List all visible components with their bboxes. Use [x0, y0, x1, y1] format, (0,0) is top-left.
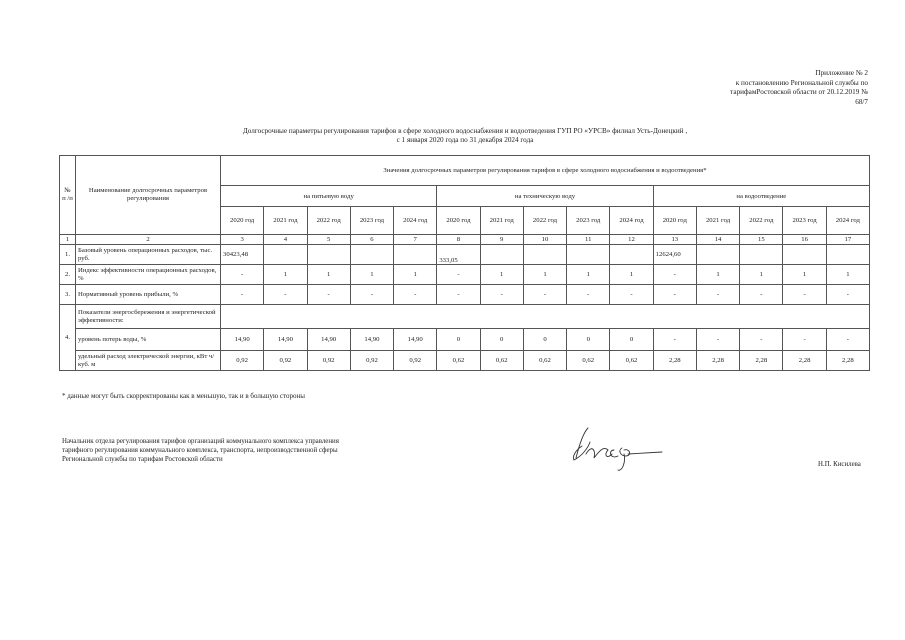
table-cell: 1 [567, 265, 610, 285]
table-cell: 0 [567, 329, 610, 351]
table-cell: - [783, 329, 826, 351]
table-cell: 1 [696, 265, 739, 285]
table-cell: - [307, 285, 350, 305]
table-cell: - [740, 285, 783, 305]
table-row [60, 285, 870, 305]
table-cell: 1 [523, 265, 566, 285]
table-cell [350, 245, 393, 265]
table-cell: 2021 год [696, 207, 739, 235]
table-cell: 14,90 [350, 329, 393, 351]
table-cell: 1 [350, 265, 393, 285]
table-cell: - [653, 285, 696, 305]
table-cell: 2024 год [826, 207, 869, 235]
table-cell: - [437, 265, 480, 285]
table-cell: 1 [394, 265, 437, 285]
document-title [60, 127, 870, 145]
table-cell: 2022 год [523, 207, 566, 235]
table-cell: 0,62 [437, 351, 480, 371]
row-num: 1. [60, 245, 76, 265]
table-cell: 13 [653, 235, 696, 245]
table-cell: 2023 год [783, 207, 826, 235]
table-cell: - [350, 285, 393, 305]
table-cell: 12624,60 [653, 245, 696, 265]
table-cell: - [221, 265, 264, 285]
table-cell: 0,92 [307, 351, 350, 371]
table-cell: 14,90 [264, 329, 307, 351]
table-cell: - [394, 285, 437, 305]
table-cell: 2021 год [480, 207, 523, 235]
table-cell [740, 245, 783, 265]
table-cell: 2022 год [740, 207, 783, 235]
table-cell: 2020 год [437, 207, 480, 235]
table-cell: 30423,48 [221, 245, 264, 265]
table-cell: 14 [696, 235, 739, 245]
table-row [60, 305, 870, 329]
table-cell: 7 [394, 235, 437, 245]
table-header-row-1 [60, 156, 870, 186]
table-cell: - [523, 285, 566, 305]
table-cell: - [696, 285, 739, 305]
table-cell: - [696, 329, 739, 351]
table-cell [264, 245, 307, 265]
table-cell: - [480, 285, 523, 305]
table-cell [394, 245, 437, 265]
subgroup-technical-water: на техническую воду [437, 186, 653, 207]
table-cell: 2020 год [221, 207, 264, 235]
row-name: Базовый уровень операционных расходов, тыс. руб. [76, 245, 221, 265]
table-cell: 0 [610, 329, 653, 351]
parameters-table [59, 155, 870, 371]
table-cell [480, 245, 523, 265]
table-cell: - [826, 329, 869, 351]
table-cell: 2,28 [783, 351, 826, 371]
table-cell: 1 [783, 265, 826, 285]
table-cell: 0,92 [221, 351, 264, 371]
table-cell: 1 [740, 265, 783, 285]
handwritten-signature-icon [562, 420, 672, 480]
position-line-3: Региональной службы по тарифам Ростовской области [62, 455, 223, 463]
table-cell [307, 245, 350, 265]
table-cell: 2,28 [826, 351, 869, 371]
table-cell: 0,62 [610, 351, 653, 371]
table-cell: 14,90 [394, 329, 437, 351]
table-cell: 1 [60, 235, 76, 245]
appendix-line-3: тарифамРостовской области от 20.12.2019 № [730, 88, 868, 96]
table-cell: 333,05 [437, 245, 480, 265]
table-cell: 15 [740, 235, 783, 245]
table-cell: 17 [826, 235, 869, 245]
subgroup-drinking-water: на питьевую воду [221, 186, 437, 207]
row-num: 4. [60, 305, 76, 371]
table-cell: - [567, 285, 610, 305]
table-cell: 11 [567, 235, 610, 245]
table-cell: 2024 год [394, 207, 437, 235]
table-cell: - [264, 285, 307, 305]
row-name: удельный расход электрической энергии, кВт ч/куб. м [76, 351, 221, 371]
table-cell: 0 [480, 329, 523, 351]
row-name: Показатели энергосбережения и энергетической эффективности: [76, 305, 221, 329]
table-cell: 0 [523, 329, 566, 351]
subgroup-wastewater: на водоотведение [653, 186, 869, 207]
appendix-line-1: Приложение № 2 [815, 69, 868, 77]
table-cell: 0,92 [264, 351, 307, 371]
table-index-row [60, 235, 870, 245]
position-line-1: Начальник отдела регулирования тарифов организаций коммунального комплекса управления [62, 438, 339, 445]
row-num: 2. [60, 265, 76, 285]
table-cell: 2020 год [653, 207, 696, 235]
row-name: уровень потерь воды, % [76, 329, 221, 351]
table-cell: 12 [610, 235, 653, 245]
footnote: * данные могут быть скорректированы как в меньшую, так и в большую стороны [62, 392, 305, 400]
table-cell: 0,92 [394, 351, 437, 371]
table-cell: 0,62 [567, 351, 610, 371]
table-cell: 10 [523, 235, 566, 245]
table-cell: 9 [480, 235, 523, 245]
header-group: Значения долгосрочных параметров регулирования тарифов в сфере холодного водоснабжения и водоотведения* [221, 156, 870, 186]
table-cell: 8 [437, 235, 480, 245]
table-cell: 5 [307, 235, 350, 245]
table-cell: 1 [307, 265, 350, 285]
table-cell: 1 [480, 265, 523, 285]
table-cell: 2023 год [567, 207, 610, 235]
table-cell: - [826, 285, 869, 305]
table-cell: 2,28 [696, 351, 739, 371]
table-cell: 0,62 [480, 351, 523, 371]
title-line-1: Долгосрочные параметры регулирования тарифов в сфере холодного водоснабжения и водоотведения ГУП РО «УРСВ» филиал Усть-Донецкий , [242, 127, 688, 135]
table-cell: 2,28 [653, 351, 696, 371]
signature-block [62, 438, 402, 464]
row-empty-cells [221, 305, 870, 329]
table-cell: 0,92 [350, 351, 393, 371]
table-cell: 1 [264, 265, 307, 285]
table-cell: 2,28 [740, 351, 783, 371]
table-cell: - [653, 329, 696, 351]
table-cell: 2024 год [610, 207, 653, 235]
title-line-2: с 1 января 2020 года по 31 декабря 2024 года [396, 136, 534, 144]
table-cell: 16 [783, 235, 826, 245]
table-cell [567, 245, 610, 265]
table-cell: 2 [76, 235, 221, 245]
table-cell [826, 245, 869, 265]
table-cell: 0,62 [523, 351, 566, 371]
table-cell [610, 245, 653, 265]
row-name: Индекс эффективности операционных расходов, % [76, 265, 221, 285]
appendix-note [608, 69, 868, 107]
table-cell: 2021 год [264, 207, 307, 235]
table-cell: - [783, 285, 826, 305]
table-cell: 1 [826, 265, 869, 285]
table-row [60, 265, 870, 285]
table-cell: 3 [221, 235, 264, 245]
table-cell: 14,90 [307, 329, 350, 351]
signer-name: Н.П. Кисилева [818, 461, 861, 468]
table-row [60, 245, 870, 265]
table-cell: 4 [264, 235, 307, 245]
table-cell [523, 245, 566, 265]
table-cell: - [740, 329, 783, 351]
header-num: № п /п [60, 156, 76, 235]
table-cell: 1 [610, 265, 653, 285]
appendix-line-4: 68/7 [855, 97, 868, 106]
table-cell [783, 245, 826, 265]
table-cell [696, 245, 739, 265]
table-cell: 0 [437, 329, 480, 351]
table-row [60, 351, 870, 371]
table-cell: 14,90 [221, 329, 264, 351]
appendix-line-2: к постановлению Региональной службы по [735, 78, 868, 87]
position-line-2: тарифного регулирования коммунального комплекса, транспорта, непроизводственной сферы [62, 446, 338, 454]
table-cell: - [653, 265, 696, 285]
table-cell: - [437, 285, 480, 305]
row-name: Нормативный уровень прибыли, % [76, 285, 221, 305]
table-cell: - [221, 285, 264, 305]
row-num: 3. [60, 285, 76, 305]
table-cell: 2022 год [307, 207, 350, 235]
table-cell: 2023 год [350, 207, 393, 235]
table-row [60, 329, 870, 351]
header-name: Наименование долгосрочных параметров регулирования [76, 156, 221, 235]
table-cell: - [610, 285, 653, 305]
table-cell: 6 [350, 235, 393, 245]
